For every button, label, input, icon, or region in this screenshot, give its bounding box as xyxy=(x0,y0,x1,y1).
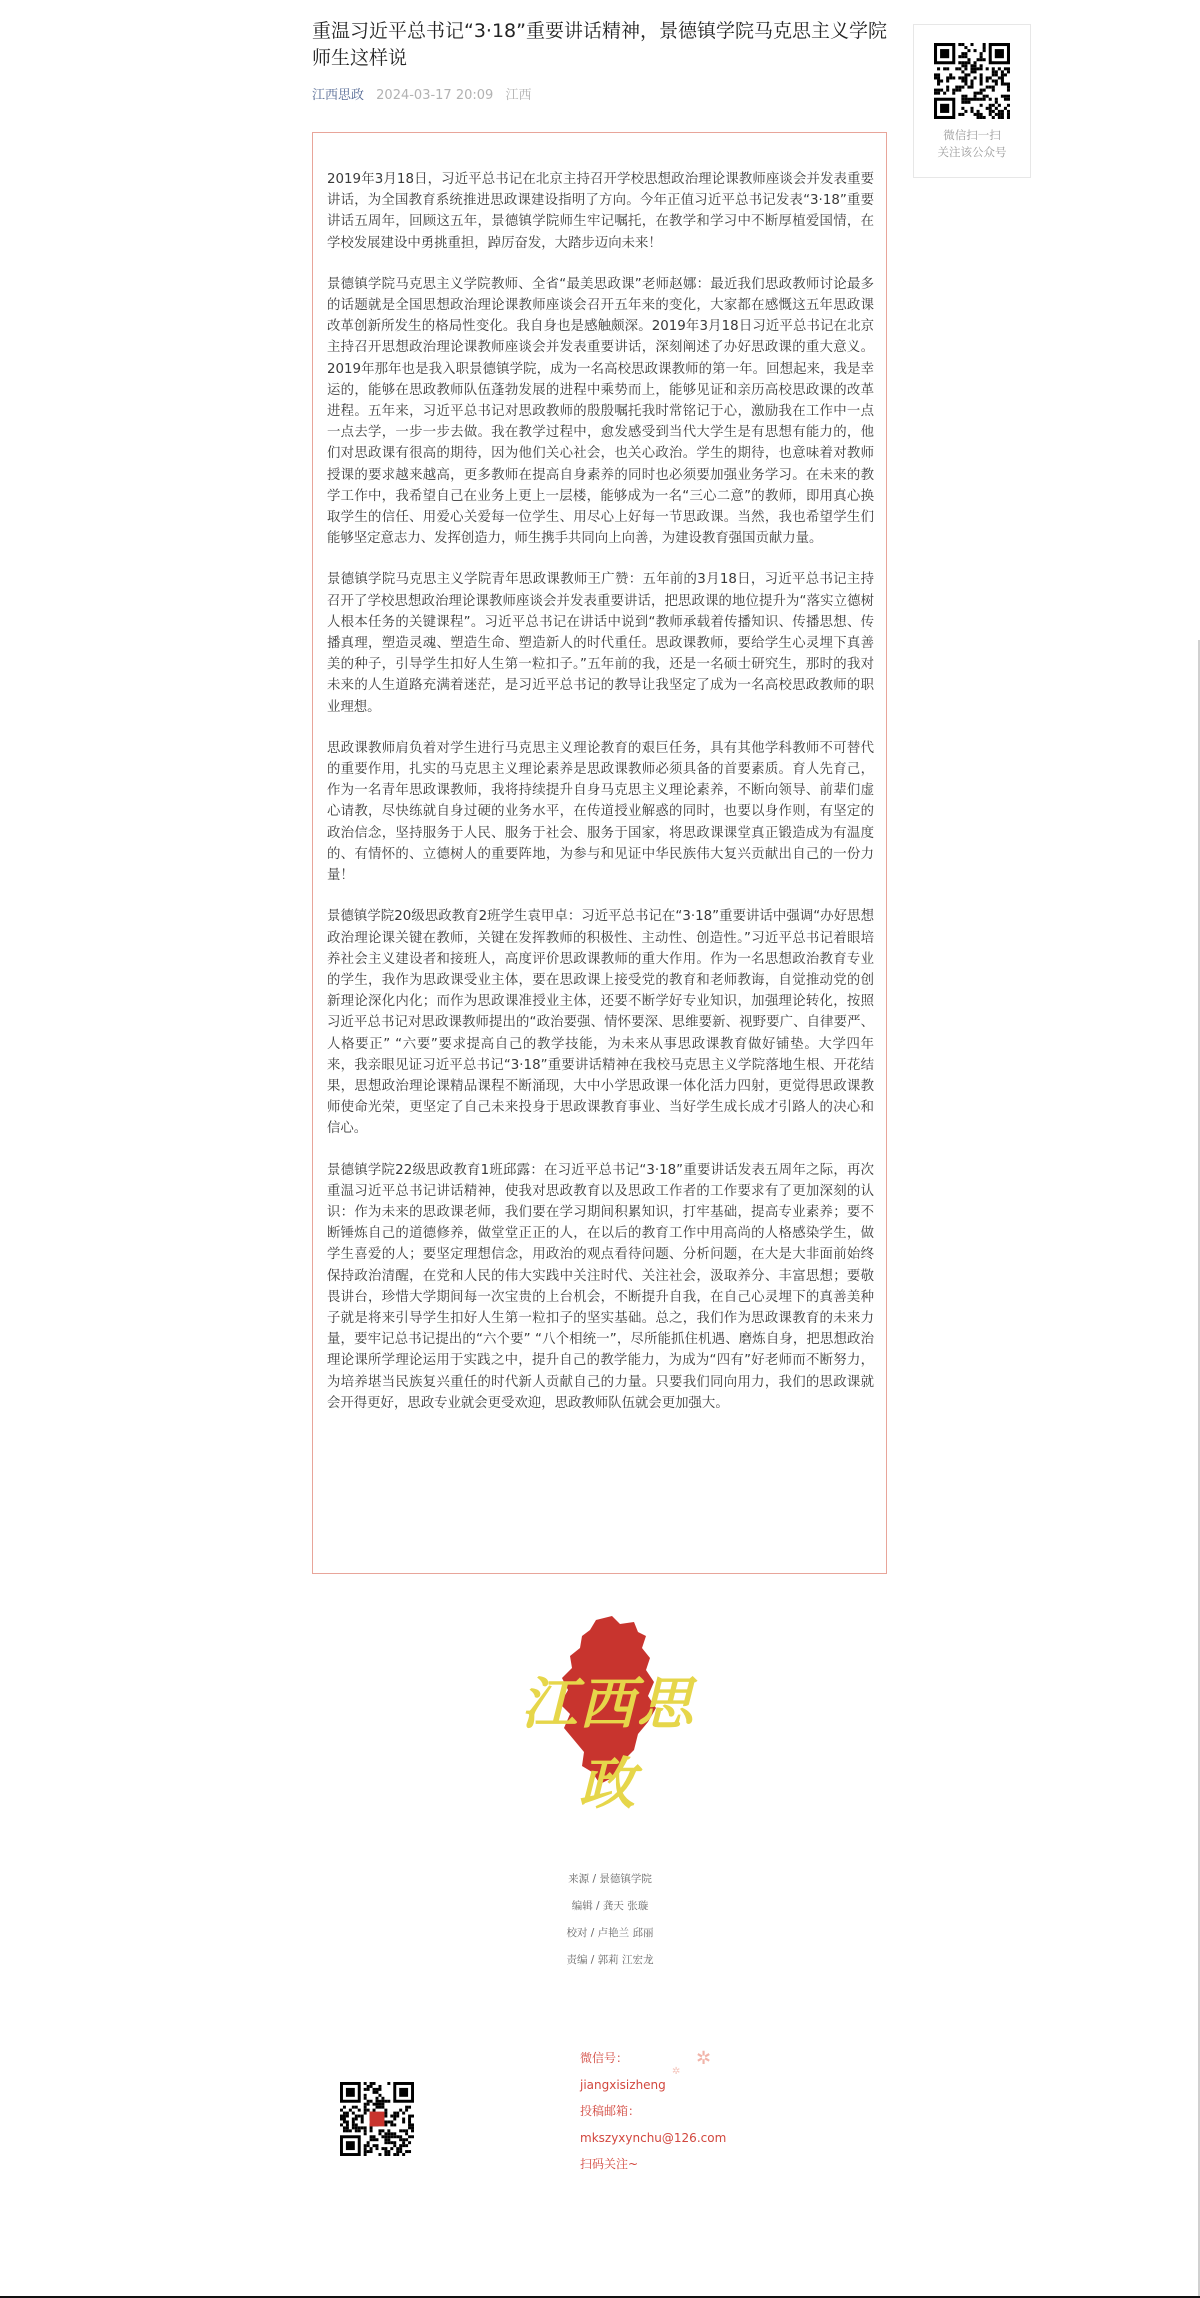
footer-qr-code xyxy=(340,2082,414,2160)
article-header xyxy=(312,0,887,103)
paragraph-zhao-na: 景德镇学院马克思主义学院教师、全省“最美思政课”老师赵娜：最近我们思政教师讨论最多的话题就是全国思想政治理论课教师座谈会召开五年来的变化，大家都在感慨这五年思政课改革创新所发生的格局性变化。我自身也是感触颇深。2019年3月18日习近平总书记在北京主持召开思想政治理论课教师座谈会并发表重要讲话，深刻阐述了办好思政课的重大意义。2019年那年也是我入职景德镇学院，成为一名高校思政课教师的第一年。回想起来，我是幸运的，能够在思政教师队伍蓬勃发展的进程中乘势而上，能够见证和亲历高校思政课的改革进程。五年来，习近平总书记对思政教师的殷殷嘱托我时常铭记于心，激励我在工作中一点一点去学，一步一步去做。我在教学过程中，愈发感受到当代大学生是有思想有能力的，他们对思政课有很高的期待，因为他们关心社会，也关心政治。学生的期待，也意味着对教师授课的要求越来越高，更多教师在提高自身素养的同时也必须要加强业务学习。在未来的教学工作中，我希望自己在业务上更上一层楼，能够成为一名“三心二意”的教师，即用真心换取学生的信任、用爱心关爱每一位学生、用尽心上好每一节思政课。当然，我也希望学生们能够坚定意志力、发挥创造力，师生携手共同向上向善，为建设教育强国贡献力量。 xyxy=(327,276,874,547)
credit-editor: 编辑 / 龚天 张璇 xyxy=(571,1900,649,1912)
credits-block xyxy=(450,1866,770,1974)
wechat-label: 微信号： xyxy=(580,2051,629,2065)
follow-prompt: 扫码关注~ xyxy=(580,2157,639,2171)
credit-chief-editor: 责编 / 郭莉 江宏龙 xyxy=(566,1954,654,1966)
qr-code-icon xyxy=(934,43,1010,119)
follow-qr-card[interactable] xyxy=(913,24,1031,178)
sparkle-icon: ✲ xyxy=(696,2048,712,2069)
qr-caption-line1: 微信扫一扫 xyxy=(943,128,1001,142)
paragraph-wang-guangzan-cont: 思政课教师肩负着对学生进行马克思主义理论教育的艰巨任务，具有其他学科教师不可替代的重要作用，扎实的马克思主义理论素养是思政课教师必须具备的首要素质。育人先育己，作为一名青年思政课教师，我将持续提升自身马克思主义理论素养，不断向领导、前辈们虚心请教，尽快练就自身过硬的业务水平，在传道授业解惑的同时，也要以身作则，有坚定的政治信念，坚持服务于人民、服务于社会、服务于国家，将思政课课堂真正锻造成为有温度的、有情怀的、立德树人的重要阵地，为参与和见证中华民族伟大复兴贡献出自己的一份力量！ xyxy=(327,740,874,884)
paragraph-wang-guangzan: 景德镇学院马克思主义学院青年思政课教师王广赞：五年前的3月18日，习近平总书记主持召开了学校思想政治理论课教师座谈会并发表重要讲话，把思政课的地位提升为“落实立德树人根本任务的关键课程”。习近平总书记在讲话中说到“教师承载着传播知识、传播思想、传播真理，塑造灵魂、塑造生命、塑造新人的时代重任。思政课教师，要给学生心灵埋下真善美的种子，引导学生扣好人生第一粒扣子。”五年前的我，还是一名硕士研究生，那时的我对未来的人生道路充满着迷茫，是习近平总书记的教导让我坚定了成为一名高校思政教师的职业理想。 xyxy=(327,572,874,715)
jiangxi-sizheng-logo xyxy=(488,1612,728,1817)
publish-location: 江西 xyxy=(505,88,532,103)
article-meta xyxy=(312,84,887,103)
article-content xyxy=(312,132,887,1574)
wechat-id[interactable]: jiangxisizheng xyxy=(580,2077,666,2092)
logo-text: 江西思政 xyxy=(521,1671,695,1817)
email-label: 投稿邮箱： xyxy=(580,2104,641,2118)
publish-date: 2024-03-17 20:09 xyxy=(376,88,494,103)
qr-code-icon xyxy=(340,2082,414,2156)
credit-proofreader: 校对 / 卢艳兰 邱丽 xyxy=(566,1927,654,1939)
paragraph-yuan-jiazhuo: 景德镇学院20级思政教育2班学生袁甲卓：习近平总书记在“3·18”重要讲话中强调“办好思想政治理论课关键在教师，关键在发挥教师的积极性、主动性、创造性。”习近平总书记着眼培养社会主义建设者和接班人，高度评价思政课教师的重大作用。作为一名思想政治教育专业的学生，我作为思政课受业主体，要在思政课上接受党的教育和老师教诲，自觉推动党的创新理论深化内化；而作为思政课准授业主体，还要不断学好专业知识，加强理论转化，按照习近平总书记对思政课教师提出的“政治要强、情怀要深、思维要新、视野要广、自律要严、人格要正” “六要”要求提高自己的教学技能，为未来从事思政课教育做好铺垫。大学四年来，我亲眼见证习近平总书记“3·18”重要讲话精神在我校马克思主义学院落地生根、开花结果，思想政治理论课精品课程不断涌现，大中小学思政课一体化活力四射，更觉得思政课教师使命光荣，更坚定了自己未来投身于思政课教育事业、当好学生成长成才引路人的决心和信心。 xyxy=(327,909,874,1137)
sparkle-icon: ✲ xyxy=(672,2066,681,2077)
credit-source: 来源 / 景德镇学院 xyxy=(568,1873,652,1885)
paragraph-intro: 2019年3月18日，习近平总书记在北京主持召开学校思想政治理论课教师座谈会并发表重要讲话，为全国教育系统推进思政课建设指明了方向。今年正值习近平总书记发表“3·18”重要讲话五周年，回顾这五年，景德镇学院师生牢记嘱托，在教学和学习中不断厚植爱国情，在学校发展建设中勇挑重担，踔厉奋发，大踏步迈向未来！ xyxy=(327,172,874,251)
email-link[interactable]: mkszyxynchu@126.com xyxy=(580,2130,727,2145)
paragraph-qiu-lu: 景德镇学院22级思政教育1班邱露：在习近平总书记“3·18”重要讲话发表五周年之际，再次重温习近平总书记讲话精神，使我对思政教育以及思政工作者的工作要求有了更加深刻的认识：作为未来的思政课老师，我们要在学习期间积累知识，打牢基础，提高专业素养；要不断锤炼自己的道德修养，做堂堂正正的人，在以后的教育工作中用高尚的人格感染学生，做学生喜爱的人；要坚定理想信念，用政治的观点看待问题、分析问题，在大是大非面前始终保持政治清醒，在党和人民的伟大实践中关注时代、关注社会，汲取养分、丰富思想；要敬畏讲台，珍惜大学期间每一次宝贵的上台机会，不断提升自我，在自己心灵埋下的真善美种子就是将来引导学生扣好人生第一粒扣子的坚实基础。总之，我们作为思政课教育的未来力量，要牢记总书记提出的“六个要” “八个相统一”，尽所能抓住机遇、磨炼自身，把思想政治理论课所学理论运用于实践之中，提升自己的教学能力，为成为“四有”好老师而不断努力，为培养堪当民族复兴重任的时代新人贡献自己的力量。只要我们同向用力，我们的思政课就会开得更好，思政专业就会更受欢迎，思政教师队伍就会更加强大。 xyxy=(327,1162,874,1411)
article-title: 重温习近平总书记“3·18”重要讲话精神，景德镇学院马克思主义学院师生这样说 xyxy=(312,20,887,69)
qr-caption-line2: 关注该公众号 xyxy=(937,145,1007,159)
account-name-link[interactable]: 江西思政 xyxy=(312,88,365,103)
